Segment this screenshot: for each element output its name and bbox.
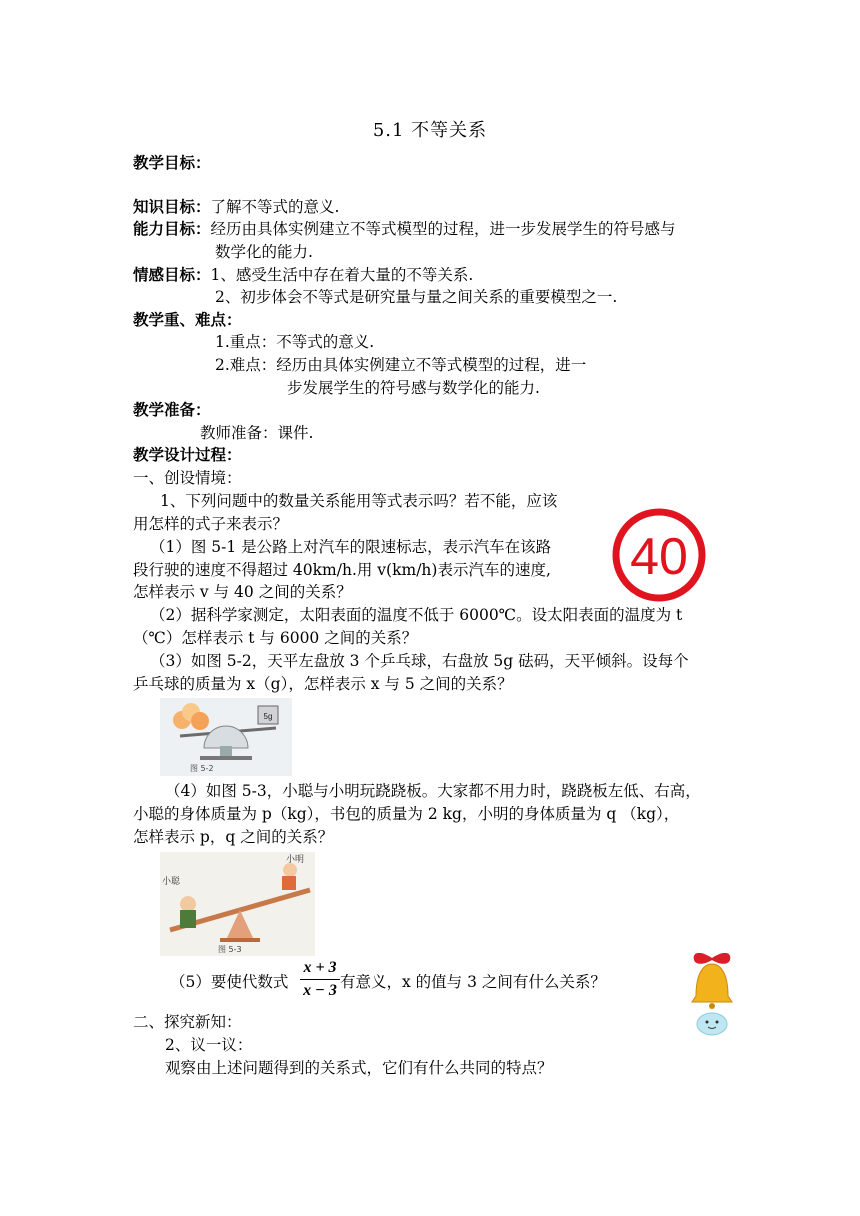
figure-5-3-seesaw xyxy=(160,852,315,956)
speed-limit-value: 40 xyxy=(630,528,688,586)
emotion-goal xyxy=(133,264,473,286)
bell-mascot-icon xyxy=(686,946,738,1038)
key-heading: 教学重、难点： xyxy=(133,311,242,329)
key-point-1: 1.重点：不等式的意义. xyxy=(215,333,375,351)
page-title: 5.1 不等关系 xyxy=(372,120,488,141)
ability-text: 经历由具体实例建立不等式模型的过程，进一步发展学生的符号感与 xyxy=(210,220,676,238)
problem-5-pre: （5）要使代数式 xyxy=(170,973,289,991)
figure-5-2-balance xyxy=(160,698,292,776)
emotion-label: 情感目标： xyxy=(133,266,211,284)
figure-5-3-right-label: 小明 xyxy=(286,855,305,865)
part2-heading: 二、探究新知： xyxy=(133,1013,242,1031)
knowledge-text: 了解不等式的意义. xyxy=(210,198,340,216)
ability-text-cont: 数学化的能力. xyxy=(215,243,313,261)
fraction-expression xyxy=(300,958,340,1001)
knowledge-goal xyxy=(133,196,339,218)
part1-heading: 一、创设情境： xyxy=(133,469,242,487)
prep-text: 教师准备：课件. xyxy=(200,424,314,442)
problem-1: （1）图 5-1 是公路上对汽车的限速标志，表示汽车在该路 xyxy=(150,538,552,556)
problem-4: （4）如图 5-3，小聪与小明玩跷跷板。大家都不用力时，跷跷板左低、右高， xyxy=(165,782,701,800)
figure-5-3-caption: 图 5-3 xyxy=(218,945,242,954)
fraction-denominator: x − 3 xyxy=(303,982,337,999)
process-heading: 教学设计过程： xyxy=(133,446,242,464)
problem-4-cont1: 小聪的身体质量为 p（kg），书包的质量为 2 kg，小明的身体质量为 q （kg）， xyxy=(133,805,680,823)
section-2-heading: 2、议一议： xyxy=(165,1036,253,1054)
speed-limit-sign xyxy=(612,508,706,602)
problem-1-cont1: 段行驶的速度不得超过 40km/h.用 v(km/h)表示汽车的速度, xyxy=(133,561,551,579)
goals-heading: 教学目标： xyxy=(133,154,211,172)
problem-5-post: 有意义，x 的值与 3 之间有什么关系？ xyxy=(340,973,606,991)
problem-1-cont2: 怎样表示 v 与 40 之间的关系？ xyxy=(133,583,352,601)
problem-3: （3）如图 5-2，天平左盘放 3 个乒乓球，右盘放 5g 砝码，天平倾斜。设每个 xyxy=(150,652,689,670)
section-2-question: 观察由上述问题得到的关系式，它们有什么共同的特点？ xyxy=(165,1059,553,1077)
fraction-numerator: x + 3 xyxy=(303,959,337,976)
key-point-2-cont: 步发展学生的符号感与数学化的能力. xyxy=(287,379,540,397)
emotion-text-1: 1、感受生活中存在着大量的不等关系. xyxy=(210,266,474,284)
ability-label: 能力目标： xyxy=(133,220,211,238)
prep-heading: 教学准备： xyxy=(133,401,211,419)
figure-5-3-left-label: 小聪 xyxy=(162,877,181,887)
fraction-bar xyxy=(300,979,340,980)
problem-3-cont: 乒乓球的质量为 x（g），怎样表示 x 与 5 之间的关系？ xyxy=(133,675,513,693)
problem-4-cont2: 怎样表示 p，q 之间的关系？ xyxy=(133,828,334,846)
question-1-cont: 用怎样的式子来表示？ xyxy=(133,515,289,533)
figure-5-2-caption: 图 5-2 xyxy=(190,764,214,773)
emotion-text-2: 2、初步体会不等式是研究量与量之间关系的重要模型之一. xyxy=(215,288,618,306)
knowledge-label: 知识目标： xyxy=(133,198,211,216)
problem-2: （2）据科学家测定，太阳表面的温度不低于 6000℃。设太阳表面的温度为 t xyxy=(150,606,683,624)
ability-goal xyxy=(133,218,676,240)
question-1: 1、下列问题中的数量关系能用等式表示吗？若不能，应该 xyxy=(160,492,558,510)
key-point-2: 2.难点：经历由具体实例建立不等式模型的过程，进一 xyxy=(215,356,587,374)
problem-2-cont: （℃）怎样表示 t 与 6000 之间的关系？ xyxy=(133,629,418,647)
figure-5-2-weight: 5g xyxy=(263,712,273,721)
